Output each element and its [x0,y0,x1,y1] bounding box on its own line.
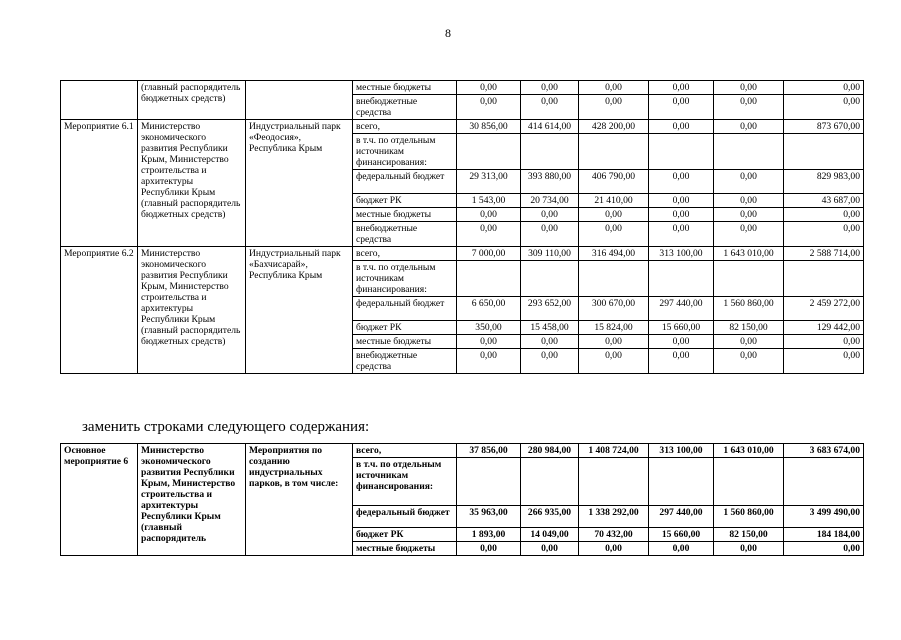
source-cell: федеральный бюджет [353,297,457,321]
value-cell: 0,00 [457,208,521,222]
value-cell: 1 408 724,00 [579,444,649,458]
value-cell: 35 963,00 [457,506,521,528]
value-cell: 0,00 [714,81,784,95]
value-cell: 0,00 [714,222,784,247]
source-cell: бюджет РК [353,528,457,542]
value-cell: 829 983,00 [784,170,864,194]
value-cell: 0,00 [579,95,649,120]
value-cell: 82 150,00 [714,321,784,335]
source-cell: федеральный бюджет [353,170,457,194]
value-cell [784,134,864,170]
value-cell: 873 670,00 [784,120,864,134]
value-cell: 0,00 [521,349,579,374]
value-cell: 316 494,00 [579,247,649,261]
value-cell: 21 410,00 [579,194,649,208]
source-cell: местные бюджеты [353,208,457,222]
value-cell [714,261,784,297]
table-row [61,120,864,134]
replace-instruction: заменить строками следующего содержания: [82,419,370,435]
object-cell: Мероприятия по созданию индустриальных парков, в том числе: [246,444,353,556]
object-cell [246,81,353,120]
value-cell: 14 049,00 [521,528,579,542]
value-cell [521,134,579,170]
value-cell [457,261,521,297]
value-cell [457,458,521,506]
source-cell: в т.ч. по отдельным источникам финансирования: [353,261,457,297]
value-cell: 0,00 [649,194,714,208]
value-cell: 313 100,00 [649,444,714,458]
source-cell: федеральный бюджет [353,506,457,528]
value-cell [579,458,649,506]
measure-name-cell: Основное мероприятие 6 [61,444,138,556]
value-cell: 0,00 [649,349,714,374]
value-cell: 0,00 [649,222,714,247]
value-cell: 0,00 [457,349,521,374]
funding-table-replacement [60,443,864,556]
value-cell: 0,00 [579,222,649,247]
value-cell: 0,00 [784,335,864,349]
value-cell: 0,00 [784,95,864,120]
value-cell: 297 440,00 [649,297,714,321]
page-number: 8 [445,26,451,40]
value-cell: 7 000,00 [457,247,521,261]
value-cell: 0,00 [784,542,864,556]
value-cell: 30 856,00 [457,120,521,134]
value-cell: 0,00 [649,335,714,349]
value-cell: 184 184,00 [784,528,864,542]
value-cell: 406 790,00 [579,170,649,194]
measure-name-cell: Мероприятие 6.2 [61,247,138,374]
value-cell: 0,00 [649,542,714,556]
value-cell: 300 670,00 [579,297,649,321]
responsible-cell: (главный распорядитель бюджетных средств) [138,81,246,120]
value-cell: 1 338 292,00 [579,506,649,528]
value-cell: 280 984,00 [521,444,579,458]
value-cell: 0,00 [714,95,784,120]
source-cell: местные бюджеты [353,335,457,349]
value-cell: 0,00 [521,222,579,247]
value-cell [649,261,714,297]
value-cell: 0,00 [457,81,521,95]
value-cell [784,458,864,506]
source-cell: внебюджетные средства [353,349,457,374]
value-cell: 393 880,00 [521,170,579,194]
value-cell [521,261,579,297]
value-cell: 428 200,00 [579,120,649,134]
value-cell: 0,00 [714,335,784,349]
value-cell: 2 588 714,00 [784,247,864,261]
source-cell: местные бюджеты [353,81,457,95]
value-cell: 6 650,00 [457,297,521,321]
responsible-cell: Министерство экономического развития Республики Крым, Министерство строительства и архитектуры Республики Крым (главный распорядитель бюджетных средств) [138,120,246,247]
responsible-cell: Министерство экономического развития Республики Крым, Министерство строительства и архитектуры Республики Крым (главный распорядитель [138,444,246,556]
value-cell: 0,00 [521,95,579,120]
value-cell: 0,00 [714,542,784,556]
value-cell: 15 660,00 [649,321,714,335]
value-cell: 0,00 [714,194,784,208]
value-cell: 266 935,00 [521,506,579,528]
value-cell: 0,00 [579,208,649,222]
object-cell: Индустриальный парк «Бахчисарай», Республика Крым [246,247,353,374]
value-cell [579,261,649,297]
value-cell: 0,00 [784,208,864,222]
value-cell: 1 893,00 [457,528,521,542]
value-cell: 2 459 272,00 [784,297,864,321]
value-cell: 0,00 [521,81,579,95]
value-cell: 29 313,00 [457,170,521,194]
value-cell [784,261,864,297]
value-cell: 0,00 [579,335,649,349]
value-cell: 1 543,00 [457,194,521,208]
source-cell: бюджет РК [353,194,457,208]
value-cell: 0,00 [649,208,714,222]
value-cell: 82 150,00 [714,528,784,542]
value-cell: 43 687,00 [784,194,864,208]
value-cell: 0,00 [521,335,579,349]
value-cell: 0,00 [457,222,521,247]
value-cell [457,134,521,170]
value-cell [714,458,784,506]
value-cell: 0,00 [649,120,714,134]
value-cell: 313 100,00 [649,247,714,261]
value-cell: 15 824,00 [579,321,649,335]
source-cell: в т.ч. по отдельным источникам финансирования: [353,134,457,170]
value-cell: 15 458,00 [521,321,579,335]
value-cell: 309 110,00 [521,247,579,261]
value-cell [649,458,714,506]
source-cell: всего, [353,247,457,261]
value-cell: 0,00 [457,335,521,349]
value-cell: 0,00 [579,542,649,556]
value-cell: 0,00 [649,170,714,194]
value-cell: 1 643 010,00 [714,247,784,261]
value-cell: 0,00 [457,95,521,120]
value-cell: 0,00 [714,170,784,194]
source-cell: внебюджетные средства [353,95,457,120]
object-cell: Индустриальный парк «Феодосия», Республика Крым [246,120,353,247]
source-cell: в т.ч. по отдельным источникам финансирования: [353,458,457,506]
value-cell: 0,00 [649,95,714,120]
source-cell: внебюджетные средства [353,222,457,247]
value-cell [521,458,579,506]
value-cell: 0,00 [714,208,784,222]
value-cell: 0,00 [714,349,784,374]
value-cell: 129 442,00 [784,321,864,335]
value-cell: 0,00 [457,542,521,556]
value-cell: 1 643 010,00 [714,444,784,458]
value-cell: 20 734,00 [521,194,579,208]
value-cell: 414 614,00 [521,120,579,134]
value-cell: 70 432,00 [579,528,649,542]
value-cell: 1 560 860,00 [714,297,784,321]
table-row [61,444,864,458]
value-cell: 0,00 [579,349,649,374]
value-cell [649,134,714,170]
value-cell: 297 440,00 [649,506,714,528]
value-cell: 0,00 [714,120,784,134]
value-cell: 0,00 [521,542,579,556]
value-cell [714,134,784,170]
source-cell: бюджет РК [353,321,457,335]
table-row [61,81,864,95]
value-cell: 3 683 674,00 [784,444,864,458]
value-cell: 0,00 [521,208,579,222]
value-cell: 0,00 [649,81,714,95]
funding-table-original [60,80,864,374]
value-cell: 1 560 860,00 [714,506,784,528]
value-cell: 0,00 [579,81,649,95]
value-cell: 293 652,00 [521,297,579,321]
measure-name-cell [61,81,138,120]
source-cell: местные бюджеты [353,542,457,556]
responsible-cell: Министерство экономического развития Республики Крым, Министерство строительства и архитектуры Республики Крым (главный распорядитель бюджетных средств) [138,247,246,374]
value-cell: 0,00 [784,222,864,247]
value-cell: 37 856,00 [457,444,521,458]
source-cell: всего, [353,120,457,134]
source-cell: всего, [353,444,457,458]
value-cell: 3 499 490,00 [784,506,864,528]
value-cell: 15 660,00 [649,528,714,542]
table-row [61,247,864,261]
value-cell: 350,00 [457,321,521,335]
value-cell [579,134,649,170]
value-cell: 0,00 [784,349,864,374]
measure-name-cell: Мероприятие 6.1 [61,120,138,247]
value-cell: 0,00 [784,81,864,95]
